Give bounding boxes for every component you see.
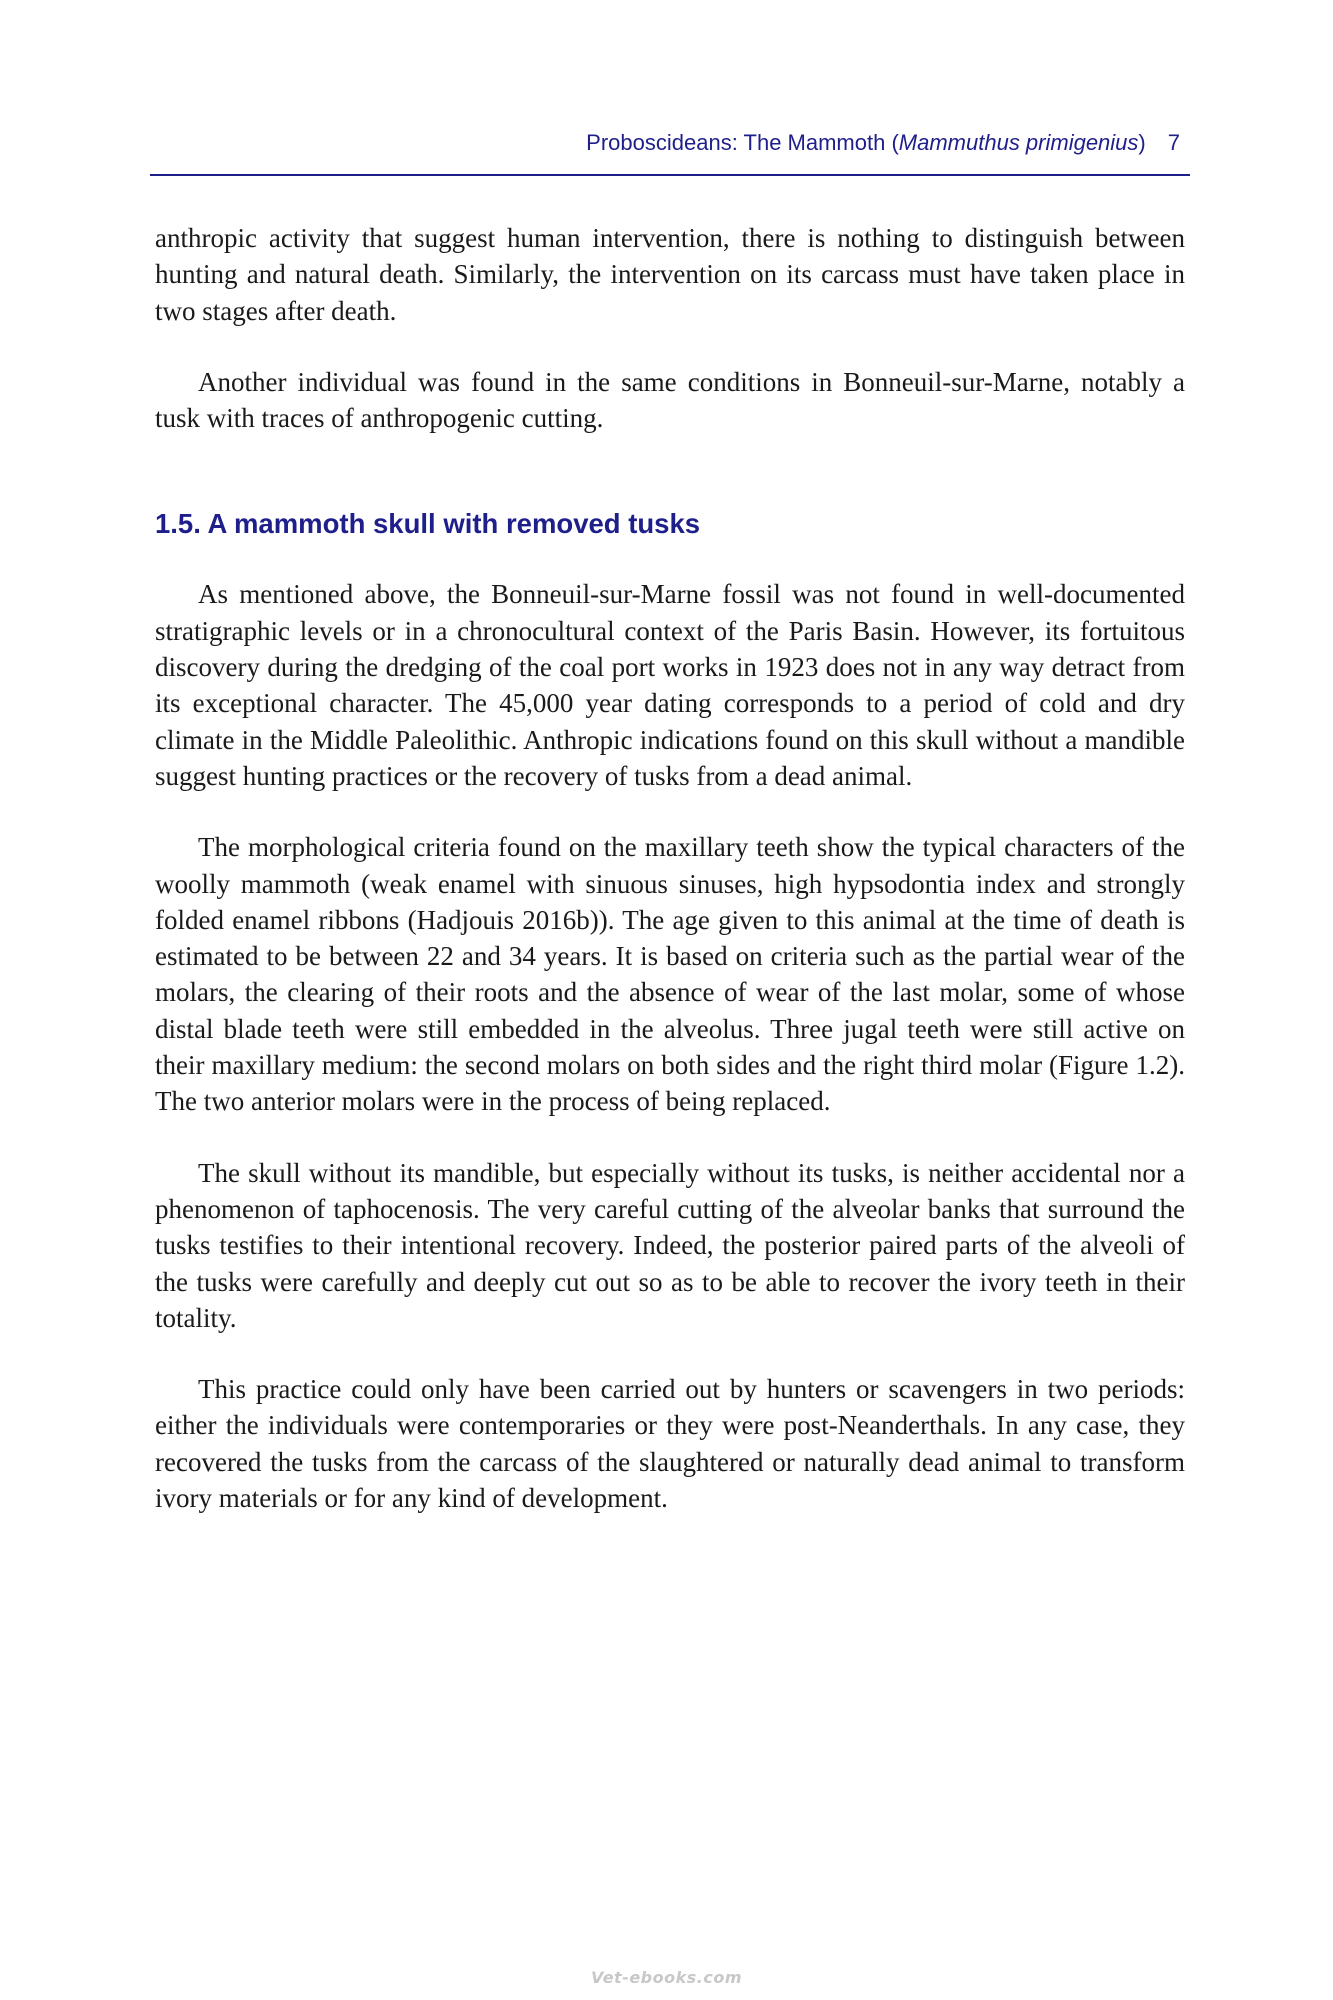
watermark: Vet-ebooks.com	[590, 1968, 743, 1987]
page-number: 7	[1167, 130, 1180, 155]
running-header-title	[586, 130, 1146, 155]
section-heading: 1.5. A mammoth skull with removed tusks	[155, 508, 701, 540]
paragraph: Another individual was found in the same conditions in Bonneuil-sur-Marne, notably a tusk with traces of anthropogenic cutting.	[155, 366, 1185, 434]
paragraph: This practice could only have been carried out by hunters or scavengers in two periods: either the individuals were contemporaries or they were post-Neanderthals. In any case, they recovered the tusks from the carcass of the slaughtered or naturally dead animal to transform ivory materials or for any kind of development.	[155, 1374, 1185, 1514]
paragraph: As mentioned above, the Bonneuil-sur-Marne fossil was not found in well-documented stratigraphic levels or in a chronocultural context of the Paris Basin. However, its fortuitous discovery during the dredging of the coal port works in 1923 does not in any way detract from its exceptional character. The 45,000 year dating corresponds to a period of cold and dry climate in the Middle Paleolithic. Anthropic indications found on this skull without a mandible suggest hunting practices or the recovery of tusks from a dead animal.	[155, 579, 1185, 791]
body-text	[155, 220, 1185, 1516]
running-header-title-suffix: )	[1138, 130, 1146, 155]
running-header	[150, 130, 1190, 164]
paragraph: The skull without its mandible, but especially without its tusks, is neither accidental nor a phenomenon of taphocenosis. The very careful cutting of the alveolar banks that surround the tusks testifies to their intentional recovery. Indeed, the posterior paired parts of the alveoli of the tusks were carefully and deeply cut out so as to be able to recover the ivory teeth in their totality.	[155, 1157, 1185, 1333]
paragraph-continued: anthropic activity that suggest human intervention, there is nothing to distinguish between hunting and natural death. Similarly, the intervention on its carcass must have taken place in two stages after death.	[155, 223, 1185, 326]
running-header-title-italic: Mammuthus primigenius	[898, 130, 1139, 155]
running-header-title-prefix: Proboscideans: The Mammoth (	[586, 130, 899, 155]
paragraph: The morphological criteria found on the maxillary teeth show the typical characters of the woolly mammoth (weak enamel with sinuous sinuses, high hypsodontia index and strongly folded enamel ribbons (Hadjouis 2016b)). The age given to this animal at the time of death is estimated to be between 22 and 34 years. It is based on criteria such as the partial wear of the molars, the clearing of their roots and the absence of wear of the last molar, some of whose distal blade teeth were still embedded in the alveolus. Three jugal teeth were still active on their maxillary medium: the second molars on both sides and the right third molar (Figure 1.2). The two anterior molars were in the process of being replaced.	[155, 832, 1185, 1117]
header-rule	[150, 174, 1190, 176]
